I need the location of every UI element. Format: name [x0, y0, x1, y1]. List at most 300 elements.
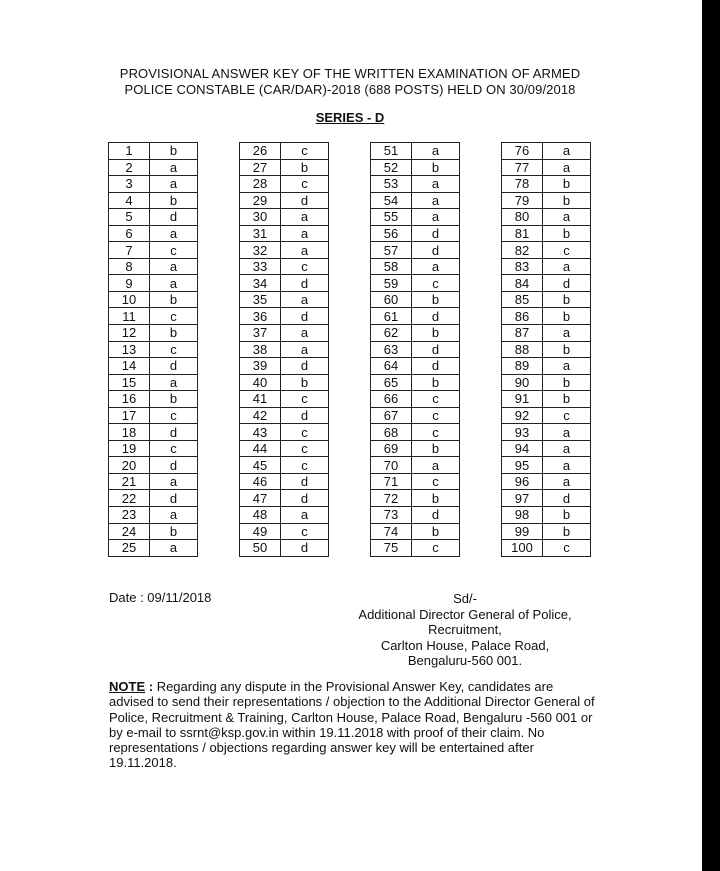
question-number: 96	[502, 473, 543, 490]
answer-option: a	[150, 507, 198, 524]
question-number: 92	[502, 407, 543, 424]
question-number: 97	[502, 490, 543, 507]
series-label: SERIES - D	[315, 110, 385, 125]
table-row	[502, 391, 591, 408]
question-number: 11	[109, 308, 150, 325]
answer-option: a	[412, 143, 460, 160]
answer-option: c	[543, 540, 591, 557]
question-number: 56	[371, 225, 412, 242]
note-colon: :	[145, 679, 154, 694]
question-number: 24	[109, 523, 150, 540]
answer-option: a	[150, 540, 198, 557]
answer-option: d	[281, 192, 329, 209]
table-row	[371, 358, 460, 375]
question-number: 34	[240, 275, 281, 292]
table-row	[109, 275, 198, 292]
table-row	[502, 540, 591, 557]
question-number: 30	[240, 209, 281, 226]
table-row	[240, 457, 329, 474]
table-row	[109, 325, 198, 342]
table-row	[240, 291, 329, 308]
table-row	[502, 424, 591, 441]
table-row	[502, 308, 591, 325]
table-row	[502, 457, 591, 474]
table-row	[109, 424, 198, 441]
question-number: 42	[240, 407, 281, 424]
table-row	[240, 242, 329, 259]
table-row	[240, 490, 329, 507]
question-number: 82	[502, 242, 543, 259]
answer-table-2	[239, 142, 329, 557]
answer-option: b	[412, 440, 460, 457]
table-row	[371, 275, 460, 292]
question-number: 1	[109, 143, 150, 160]
answer-option: c	[412, 424, 460, 441]
answer-option: b	[150, 325, 198, 342]
question-number: 85	[502, 291, 543, 308]
answer-option: d	[543, 275, 591, 292]
table-row	[109, 523, 198, 540]
table-row	[240, 374, 329, 391]
answer-option: d	[281, 275, 329, 292]
question-number: 94	[502, 440, 543, 457]
answer-option: a	[412, 209, 460, 226]
table-row	[109, 540, 198, 557]
question-number: 22	[109, 490, 150, 507]
table-row	[240, 275, 329, 292]
question-number: 95	[502, 457, 543, 474]
table-row	[502, 374, 591, 391]
question-number: 20	[109, 457, 150, 474]
table-row	[371, 143, 460, 160]
question-number: 48	[240, 507, 281, 524]
question-number: 65	[371, 374, 412, 391]
question-number: 27	[240, 159, 281, 176]
question-number: 19	[109, 440, 150, 457]
question-number: 35	[240, 291, 281, 308]
table-row	[240, 341, 329, 358]
question-number: 91	[502, 391, 543, 408]
table-row	[371, 291, 460, 308]
answer-option: a	[412, 457, 460, 474]
question-number: 51	[371, 143, 412, 160]
answer-option: c	[281, 391, 329, 408]
question-number: 8	[109, 258, 150, 275]
table-row	[502, 176, 591, 193]
answer-option: a	[543, 457, 591, 474]
answer-option: c	[281, 457, 329, 474]
answer-option: c	[412, 540, 460, 557]
table-row	[109, 242, 198, 259]
answer-option: b	[543, 391, 591, 408]
table-row	[502, 225, 591, 242]
question-number: 78	[502, 176, 543, 193]
table-row	[502, 440, 591, 457]
answer-option: a	[150, 176, 198, 193]
question-number: 89	[502, 358, 543, 375]
question-number: 80	[502, 209, 543, 226]
answer-option: c	[150, 341, 198, 358]
question-number: 37	[240, 325, 281, 342]
question-number: 54	[371, 192, 412, 209]
answer-option: b	[543, 374, 591, 391]
table-row	[502, 192, 591, 209]
document-heading	[40, 66, 660, 98]
question-number: 23	[109, 507, 150, 524]
question-number: 62	[371, 325, 412, 342]
answer-option: a	[543, 325, 591, 342]
answer-option: b	[150, 291, 198, 308]
answer-option: b	[150, 523, 198, 540]
question-number: 69	[371, 440, 412, 457]
table-row	[502, 473, 591, 490]
table-row	[371, 225, 460, 242]
note-paragraph	[109, 679, 599, 771]
answer-option: a	[412, 192, 460, 209]
question-number: 66	[371, 391, 412, 408]
answer-option: b	[412, 159, 460, 176]
answer-option: a	[281, 242, 329, 259]
answer-option: d	[281, 308, 329, 325]
question-number: 63	[371, 341, 412, 358]
question-number: 50	[240, 540, 281, 557]
answer-option: a	[281, 291, 329, 308]
answer-table-3	[370, 142, 460, 557]
question-number: 33	[240, 258, 281, 275]
table-row	[371, 159, 460, 176]
question-number: 68	[371, 424, 412, 441]
table-row	[371, 424, 460, 441]
answer-option: d	[281, 473, 329, 490]
answer-option: a	[281, 325, 329, 342]
table-row	[502, 291, 591, 308]
answer-option: a	[543, 209, 591, 226]
table-row	[371, 540, 460, 557]
table-row	[109, 407, 198, 424]
question-number: 84	[502, 275, 543, 292]
table-row	[109, 341, 198, 358]
table-row	[240, 540, 329, 557]
answer-option: b	[150, 143, 198, 160]
question-number: 49	[240, 523, 281, 540]
answer-option: a	[412, 176, 460, 193]
table-row	[109, 225, 198, 242]
table-row	[371, 457, 460, 474]
signature-address-2: Bengaluru-560 001.	[407, 653, 523, 668]
table-row	[240, 192, 329, 209]
signature-block	[330, 591, 600, 669]
question-number: 41	[240, 391, 281, 408]
answer-option: b	[412, 325, 460, 342]
question-number: 21	[109, 473, 150, 490]
answer-option: b	[281, 159, 329, 176]
answer-option: a	[150, 258, 198, 275]
table-row	[240, 424, 329, 441]
question-number: 14	[109, 358, 150, 375]
question-number: 75	[371, 540, 412, 557]
table-row	[502, 242, 591, 259]
answer-option: a	[543, 424, 591, 441]
table-row	[371, 209, 460, 226]
signature-address-1: Carlton House, Palace Road,	[380, 637, 550, 653]
question-number: 12	[109, 325, 150, 342]
question-number: 6	[109, 225, 150, 242]
answer-option: b	[543, 176, 591, 193]
answer-option: b	[150, 391, 198, 408]
table-row	[371, 473, 460, 490]
question-number: 29	[240, 192, 281, 209]
answer-option: d	[150, 209, 198, 226]
table-row	[371, 258, 460, 275]
table-row	[109, 358, 198, 375]
table-row	[371, 507, 460, 524]
answer-option: c	[150, 308, 198, 325]
table-row	[371, 440, 460, 457]
table-row	[109, 440, 198, 457]
table-row	[502, 523, 591, 540]
table-row	[109, 176, 198, 193]
answer-option: a	[150, 225, 198, 242]
question-number: 25	[109, 540, 150, 557]
question-number: 67	[371, 407, 412, 424]
table-row	[109, 507, 198, 524]
question-number: 83	[502, 258, 543, 275]
table-row	[502, 407, 591, 424]
question-number: 71	[371, 473, 412, 490]
question-number: 13	[109, 341, 150, 358]
question-number: 98	[502, 507, 543, 524]
table-row	[502, 341, 591, 358]
table-row	[502, 143, 591, 160]
answer-option: c	[281, 258, 329, 275]
question-number: 60	[371, 291, 412, 308]
answer-option: b	[150, 192, 198, 209]
answer-option: a	[281, 507, 329, 524]
heading-line-2: POLICE CONSTABLE (CAR/DAR)-2018 (688 POSTS) HELD ON 30/09/2018	[124, 82, 576, 97]
issue-date: Date : 09/11/2018	[109, 590, 212, 605]
table-row	[371, 407, 460, 424]
question-number: 76	[502, 143, 543, 160]
note-label: NOTE	[109, 679, 146, 694]
table-row	[240, 391, 329, 408]
question-number: 87	[502, 325, 543, 342]
table-row	[240, 325, 329, 342]
table-row	[371, 325, 460, 342]
answer-option: a	[150, 374, 198, 391]
answer-table-4	[501, 142, 591, 557]
signature-designation: Additional Director General of Police,	[358, 606, 572, 622]
answer-option: c	[281, 143, 329, 160]
table-row	[371, 374, 460, 391]
answer-option: c	[281, 176, 329, 193]
table-row	[109, 391, 198, 408]
answer-option: c	[543, 242, 591, 259]
table-row	[109, 159, 198, 176]
table-row	[109, 308, 198, 325]
answer-option: d	[150, 358, 198, 375]
answer-option: a	[281, 225, 329, 242]
question-number: 79	[502, 192, 543, 209]
heading-line-1: PROVISIONAL ANSWER KEY OF THE WRITTEN EXAMINATION OF ARMED	[119, 66, 581, 81]
answer-option: c	[281, 523, 329, 540]
question-number: 7	[109, 242, 150, 259]
answer-option: c	[412, 407, 460, 424]
note-text: Regarding any dispute in the Provisional Answer Key, candidates are advised to send their representations / objection to the Additional Director General of Police, Recruitment & Training, Carlton House, Palace Road, Bengaluru -560 001 or by e-mail to ssrnt@ksp.gov.in within 19.11.2018 with proof of their claim. No representations / objections regarding answer key will be entertained after 19.11.2018.	[109, 679, 595, 771]
table-row	[240, 523, 329, 540]
question-number: 70	[371, 457, 412, 474]
answer-option: a	[412, 258, 460, 275]
question-number: 73	[371, 507, 412, 524]
table-row	[109, 143, 198, 160]
question-number: 100	[502, 540, 543, 557]
table-row	[240, 209, 329, 226]
question-number: 52	[371, 159, 412, 176]
question-number: 47	[240, 490, 281, 507]
table-row	[371, 176, 460, 193]
question-number: 10	[109, 291, 150, 308]
signature-dept: Recruitment,	[428, 622, 502, 637]
question-number: 31	[240, 225, 281, 242]
answer-option: a	[150, 473, 198, 490]
table-row	[371, 523, 460, 540]
answer-option: c	[281, 424, 329, 441]
question-number: 64	[371, 358, 412, 375]
question-number: 36	[240, 308, 281, 325]
answer-option: b	[543, 308, 591, 325]
table-row	[502, 258, 591, 275]
answer-option: a	[543, 143, 591, 160]
answer-table-1	[108, 142, 198, 557]
table-row	[240, 225, 329, 242]
question-number: 26	[240, 143, 281, 160]
question-number: 90	[502, 374, 543, 391]
answer-option: b	[281, 374, 329, 391]
answer-option: c	[412, 275, 460, 292]
table-row	[240, 440, 329, 457]
answer-option: d	[150, 490, 198, 507]
table-row	[502, 275, 591, 292]
answer-option: d	[150, 457, 198, 474]
table-row	[502, 358, 591, 375]
answer-option: c	[150, 242, 198, 259]
table-row	[240, 308, 329, 325]
table-row	[371, 490, 460, 507]
question-number: 99	[502, 523, 543, 540]
answer-option: a	[543, 473, 591, 490]
question-number: 15	[109, 374, 150, 391]
table-row	[240, 358, 329, 375]
question-number: 39	[240, 358, 281, 375]
answer-option: b	[412, 291, 460, 308]
answer-option: a	[150, 159, 198, 176]
table-row	[371, 391, 460, 408]
table-row	[240, 176, 329, 193]
question-number: 32	[240, 242, 281, 259]
answer-option: a	[543, 358, 591, 375]
question-number: 59	[371, 275, 412, 292]
question-number: 53	[371, 176, 412, 193]
question-number: 74	[371, 523, 412, 540]
table-row	[371, 341, 460, 358]
answer-option: c	[412, 473, 460, 490]
question-number: 93	[502, 424, 543, 441]
answer-option: c	[543, 407, 591, 424]
table-row	[502, 325, 591, 342]
table-row	[109, 209, 198, 226]
table-row	[502, 507, 591, 524]
question-number: 72	[371, 490, 412, 507]
answer-option: a	[543, 159, 591, 176]
question-number: 18	[109, 424, 150, 441]
table-row	[371, 192, 460, 209]
answer-option: d	[281, 358, 329, 375]
question-number: 16	[109, 391, 150, 408]
answer-option: d	[281, 540, 329, 557]
question-number: 40	[240, 374, 281, 391]
answer-option: d	[412, 358, 460, 375]
question-number: 17	[109, 407, 150, 424]
question-number: 81	[502, 225, 543, 242]
answer-option: a	[150, 275, 198, 292]
answer-option: b	[543, 523, 591, 540]
table-row	[371, 242, 460, 259]
table-row	[109, 473, 198, 490]
question-number: 86	[502, 308, 543, 325]
question-number: 44	[240, 440, 281, 457]
signature-sd: Sd/-	[453, 591, 477, 606]
question-number: 45	[240, 457, 281, 474]
table-row	[240, 143, 329, 160]
question-number: 46	[240, 473, 281, 490]
question-number: 77	[502, 159, 543, 176]
question-number: 28	[240, 176, 281, 193]
table-row	[109, 374, 198, 391]
question-number: 38	[240, 341, 281, 358]
question-number: 61	[371, 308, 412, 325]
table-row	[240, 507, 329, 524]
answer-option: b	[543, 225, 591, 242]
answer-option: d	[412, 242, 460, 259]
answer-option: c	[150, 407, 198, 424]
answer-option: d	[281, 407, 329, 424]
table-row	[109, 291, 198, 308]
answer-option: d	[281, 490, 329, 507]
table-row	[502, 490, 591, 507]
answer-option: a	[281, 209, 329, 226]
answer-option: d	[543, 490, 591, 507]
table-row	[502, 159, 591, 176]
question-number: 3	[109, 176, 150, 193]
question-number: 55	[371, 209, 412, 226]
question-number: 43	[240, 424, 281, 441]
table-row	[109, 258, 198, 275]
question-number: 88	[502, 341, 543, 358]
answer-option: b	[543, 507, 591, 524]
question-number: 2	[109, 159, 150, 176]
answer-option: b	[412, 523, 460, 540]
table-row	[240, 159, 329, 176]
answer-option: c	[281, 440, 329, 457]
table-row	[240, 258, 329, 275]
answer-option: b	[543, 341, 591, 358]
answer-option: d	[412, 308, 460, 325]
table-row	[240, 473, 329, 490]
question-number: 5	[109, 209, 150, 226]
answer-option: c	[412, 391, 460, 408]
answer-option: d	[412, 225, 460, 242]
answer-option: a	[543, 440, 591, 457]
answer-option: b	[543, 291, 591, 308]
